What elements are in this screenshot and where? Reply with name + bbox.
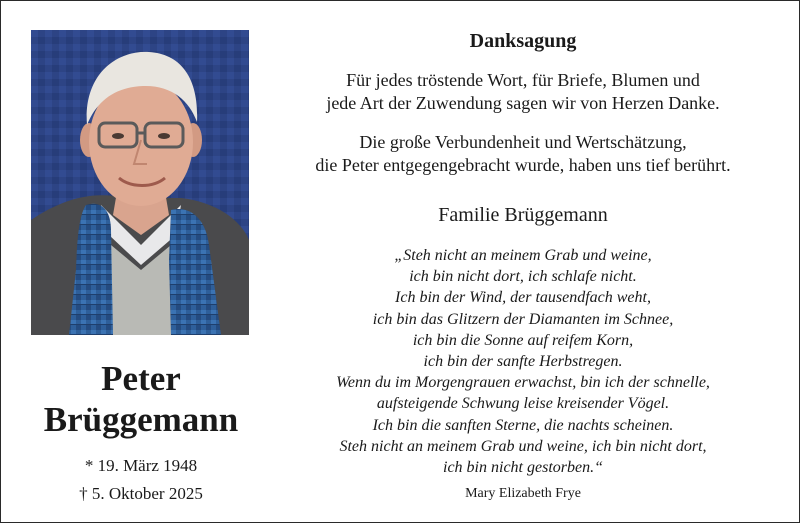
poem-line: ich bin die Sonne auf reifem Korn, <box>412 331 634 349</box>
death-date: † 5. Oktober 2025 <box>79 484 203 503</box>
gratitude-line: die Peter entgegengebracht wurde, haben uns tief berührt. <box>315 155 731 175</box>
poem-author: Mary Elizabeth Frye <box>465 486 581 501</box>
family-signature: Familie Brüggemann <box>438 204 608 226</box>
poem-line: ich bin das Glitzern der Diamanten im Schnee, <box>372 310 674 328</box>
poem-line: ich bin nicht gestorben.“ <box>443 459 603 477</box>
notice-title: Danksagung <box>469 30 577 52</box>
poem-line: aufsteigende Schwung leise kreisender Vögel. <box>376 395 670 413</box>
thanks-paragraph <box>263 69 783 115</box>
deceased-first-name: Peter <box>101 359 181 398</box>
poem <box>263 245 783 478</box>
poem-line: Ich bin die sanften Sterne, die nachts scheinen. <box>372 416 674 434</box>
deceased-last-name: Brüggemann <box>43 400 239 439</box>
poem-line: ich bin nicht dort, ich schlafe nicht. <box>409 268 637 286</box>
gratitude-paragraph <box>263 131 783 177</box>
poem-line: ich bin der sanfte Herbstregen. <box>423 353 623 371</box>
poem-line: Wenn du im Morgengrauen erwachst, bin ich der schnelle, <box>336 374 710 392</box>
thanks-line: jede Art der Zuwendung sagen wir von Herzen Danke. <box>326 93 720 113</box>
thanks-line: Für jedes tröstende Wort, für Briefe, Blumen und <box>346 70 700 90</box>
gratitude-line: Die große Verbundenheit und Wertschätzung, <box>359 132 687 152</box>
poem-line: Ich bin der Wind, der tausendfach weht, <box>395 289 651 307</box>
poem-line: „Steh nicht an meinem Grab und weine, <box>394 247 652 264</box>
poem-line: Steh nicht an meinem Grab und weine, ich bin nicht dort, <box>339 437 707 455</box>
birth-date: * 19. März 1948 <box>84 456 198 475</box>
portrait-photo <box>31 30 249 335</box>
